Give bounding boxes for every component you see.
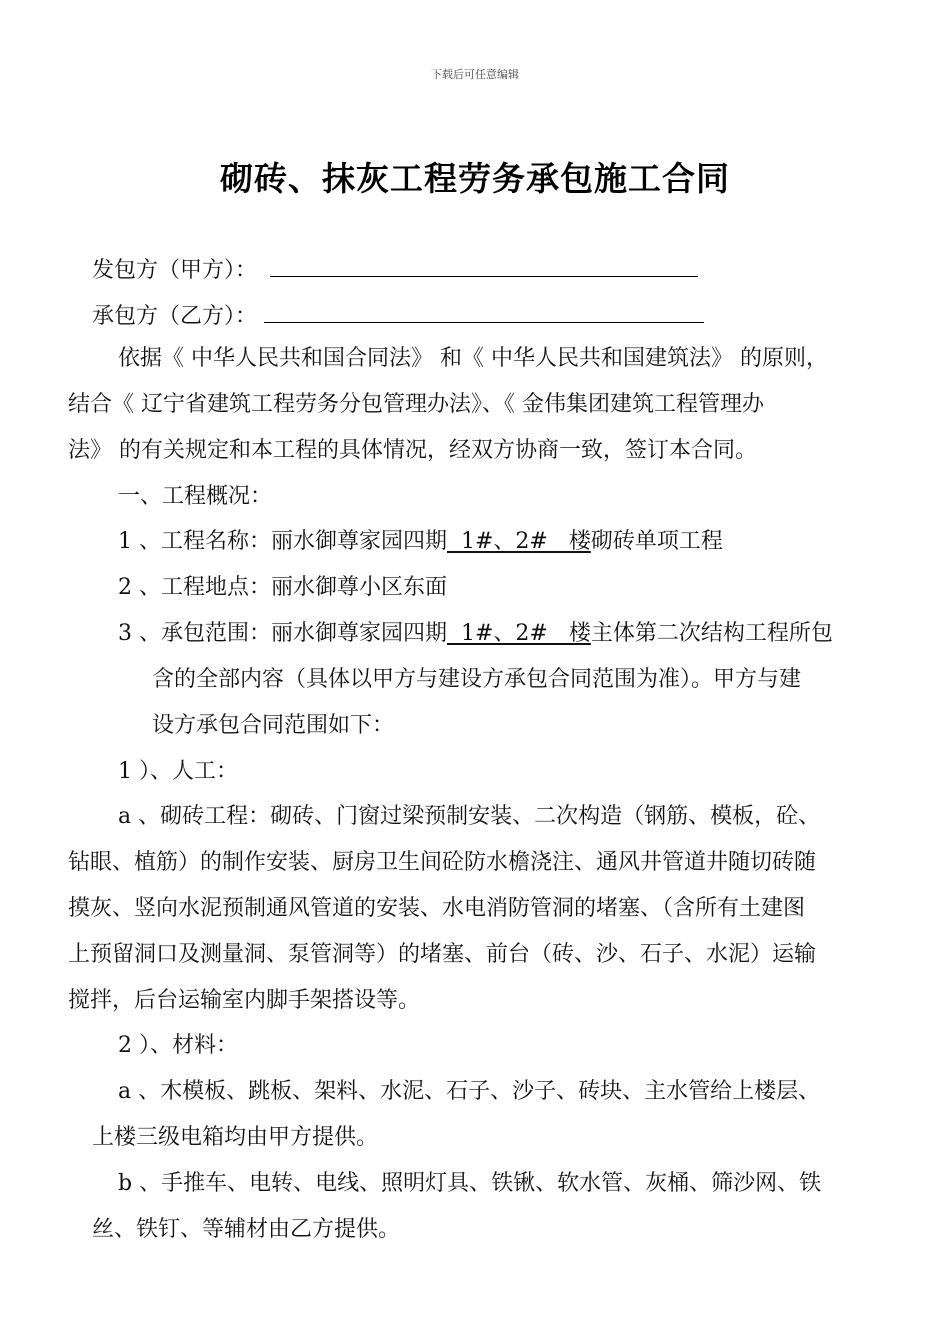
section-1-heading: 一、工程概况： (118, 484, 273, 509)
item-3-prefix: 3 、承包范围：丽水御尊家园四期 (118, 621, 447, 646)
item-2: 2 、工程地点：丽水御尊小区东面 (118, 575, 447, 600)
item-1-suffix: 砌砖单项工程 (590, 529, 723, 554)
item-1-buildings: 1#、2# 楼 (447, 529, 591, 554)
intro-line-1: 依据《 中华人民共和国合同法》 和《 中华人民共和国建筑法》 的原则， (118, 346, 828, 371)
item-3 (118, 620, 833, 648)
sub-2-heading: 2 ）、材料： (118, 1033, 238, 1058)
sub-1-heading: 1 ）、人工： (118, 759, 238, 784)
sub-2b-line-1: b 、手推车、电转、电线、照明灯具、铁锹、软水管、灰桶、筛沙网、铁 (118, 1171, 822, 1196)
item-3-suffix: 主体第二次结构工程所包 (590, 621, 833, 646)
sub-2a-line-2: 上楼三级电箱均由甲方提供。 (92, 1125, 379, 1150)
sub-2b-line-2: 丝、铁钉、等辅材由乙方提供。 (92, 1217, 401, 1242)
party-a-row (92, 254, 698, 285)
item-1-prefix: 1 、工程名称：丽水御尊家园四期 (118, 529, 447, 554)
item-3-line-3: 设方承包合同范围如下： (152, 713, 395, 738)
document-title: 砌砖、抹灰工程劳务承包施工合同 (220, 159, 730, 198)
sub-2a-line-1: a 、木模板、跳板、架料、水泥、石子、沙子、砖块、主水管给上楼层、 (118, 1079, 821, 1104)
party-b-label: 承包方（乙方）： (92, 304, 258, 329)
sub-1a-line-3: 摸灰、竖向水泥预制通风管道的安装、水电消防管洞的堵塞、（含所有土建图 (68, 896, 806, 921)
party-a-label: 发包方（甲方）： (92, 258, 258, 283)
sub-1a-line-2: 钻眼、植筋）的制作安装、厨房卫生间砼防水檐浇注、通风井管道井随切砖随 (68, 850, 817, 875)
intro-line-3: 法》 的有关规定和本工程的具体情况，经双方协商一致，签订本合同。 (68, 438, 757, 463)
item-1 (118, 528, 723, 556)
party-a-blank[interactable] (270, 254, 698, 277)
sub-1a-line-5: 搅拌，后台运输室内脚手架搭设等。 (68, 988, 421, 1013)
item-3-buildings: 1#、2# 楼 (447, 621, 591, 646)
sub-1a-line-1: a 、砌砖工程：砌砖、门窗过梁预制安装、二次构造（钢筋、模板，砼、 (118, 804, 821, 829)
item-3-line-2: 含的全部内容（具体以甲方与建设方承包合同范围为准）。甲方与建 (152, 667, 802, 692)
intro-line-2: 结合《 辽宁省建筑工程劳务分包管理办法》、《 金伟集团建筑工程管理办 (68, 392, 764, 417)
header-note: 下载后可任意编辑 (431, 68, 519, 81)
sub-1a-line-4: 上预留洞口及测量洞、泵管洞等）的堵塞、前台（砖、沙、石子、水泥）运输 (68, 942, 817, 967)
party-b-row (92, 300, 704, 331)
party-b-blank[interactable] (264, 300, 704, 323)
